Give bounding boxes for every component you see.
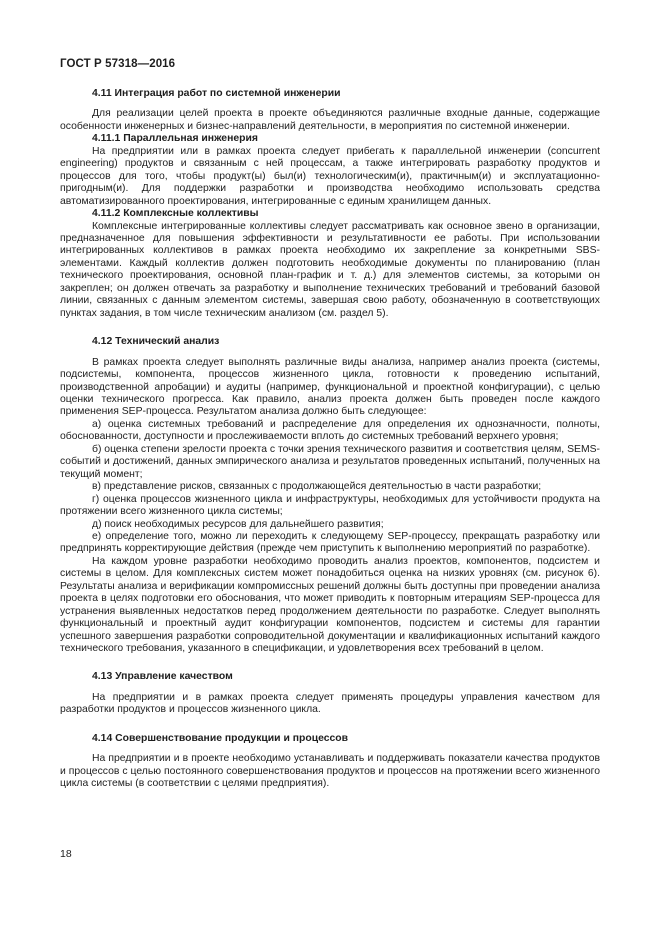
document-header: ГОСТ Р 57318—2016: [60, 58, 176, 70]
list-item: а) оценка системных требований и распределение для определения их однозначности, полноты, обоснованности, доступности и прослеживаемости вплоть до системных требований верхнего уровня;: [60, 418, 600, 443]
paragraph: На предприятии и в проекте необходимо устанавливать и поддерживать показатели качества продуктов и процессов с целью постоянного совершенствования продуктов и процессов на протяжении всего жизненного цикла системы (в соответствии с целями предприятия).: [60, 753, 600, 790]
section-4-13-heading: 4.13 Управление качеством: [92, 671, 233, 683]
list-item: в) представление рисков, связанных с продолжающейся деятельностью в части разработки;: [92, 481, 542, 493]
section-4-12-heading: 4.12 Технический анализ: [92, 336, 220, 348]
section-4-11-heading: 4.11 Интеграция работ по системной инженерии: [92, 88, 341, 99]
paragraph: На каждом уровне разработки необходимо проводить анализ проектов, компонентов, подсистем и системы в целом. Для комплексных систем может понадобиться оценка на низких уровнях (см. рисунок 6). Результаты анализа и верификации компромиссных решений должны быть доступны при проведении анализа проекта в целях подготовки его обоснования, что может приводить к повторным итерациям SEP-процесса для устранения выявленных недостатков перед продолжением деятельности по разработке. Следует выполнять функциональный и проектный аудит конфигурации компонентов, подсистем и системы для гарантии успешного завершения разработки сопроводительной документации и квалификационных испытаний каждого технического требования, указанного в спецификации, и удовлетворения всех требований в целом.: [60, 555, 600, 655]
paragraph: На предприятии или в рамках проекта следует прибегать к параллельной инженерии (concurrent engineering) продуктов и связанным с ней процессам, а также интегрировать разработку продуктов и процессов для того, чтобы продукт(ы) был(и) технологическим(и), практичным(и) и эксплуатационно-пригодным(и). Для поддержки разработки и производства необходимо использовать средства автоматизированного проектирования, интегрированные с единым хранилищем данных.: [60, 145, 600, 207]
list-item: г) оценка процессов жизненного цикла и инфраструктуры, необходимых для устойчивости продукта на протяжении всего жизненного цикла системы;: [60, 493, 600, 518]
section-4-14-heading: 4.14 Совершенствование продукции и процессов: [92, 732, 349, 744]
paragraph: На предприятии и в рамках проекта следует применять процедуры управления качеством для разработки продуктов и процессов жизненного цикла.: [60, 691, 600, 716]
list-item: д) поиск необходимых ресурсов для дальнейшего развития;: [92, 518, 384, 530]
paragraph: Комплексные интегрированные коллективы следует рассматривать как основное звено в организации, предназначенное для повышения эффективности и результативности ее работы. При использовании интегрированных коллективов в рамках проекта необходимо их закрепление за конкретными SBS-элементами. Каждый коллектив должен подготовить необходимые документы по планированию (план технического проектирования, основной план-график и т. д.) для элементов системы, за которыми он закреплен; он должен отвечать за разработку и выполнение технических требований и требований базовой линии, связанных с данным элементом системы, завершая свою работу, обозначенную в соответствующих пунктах задания, в том числе техническим анализом (см. раздел 5).: [60, 220, 600, 319]
page-content: [60, 88, 600, 791]
page-number: 18: [60, 848, 72, 860]
list-item: б) оценка степени зрелости проекта с точки зрения технического развития и соответствия целям, SEMS-событий и достижений, данных эмпирического анализа и результатов проведенных испытаний, полученных на текущий момент;: [60, 443, 600, 480]
paragraph: В рамках проекта следует выполнять различные виды анализа, например анализ проекта (системы, подсистемы, компонента, процессов жизненного цикла, готовности к проведению испытаний, производственной апробации) и аудиты (например, функциональной и проектной конфигурации), с целью оценки технического прогресса. Как правило, анализ проекта должен быть проведен после каждого применения SEP-процесса. Результатом анализа должно быть следующее:: [60, 356, 600, 418]
section-4-11-1-heading: 4.11.1 Параллельная инженерия: [92, 133, 258, 145]
list-item: е) определение того, можно ли переходить к следующему SEP-процессу, прекращать разработку или предпринять корректирующие действия (прежде чем приступить к выполнению мероприятий по разработке).: [60, 530, 600, 555]
paragraph: Для реализации целей проекта в проекте объединяются различные входные данные, содержащие особенности инженерных и бизнес-направлений деятельности, в мероприятия по системной инженерии.: [60, 108, 600, 132]
section-4-11-2-heading: 4.11.2 Комплексные коллективы: [92, 208, 259, 220]
